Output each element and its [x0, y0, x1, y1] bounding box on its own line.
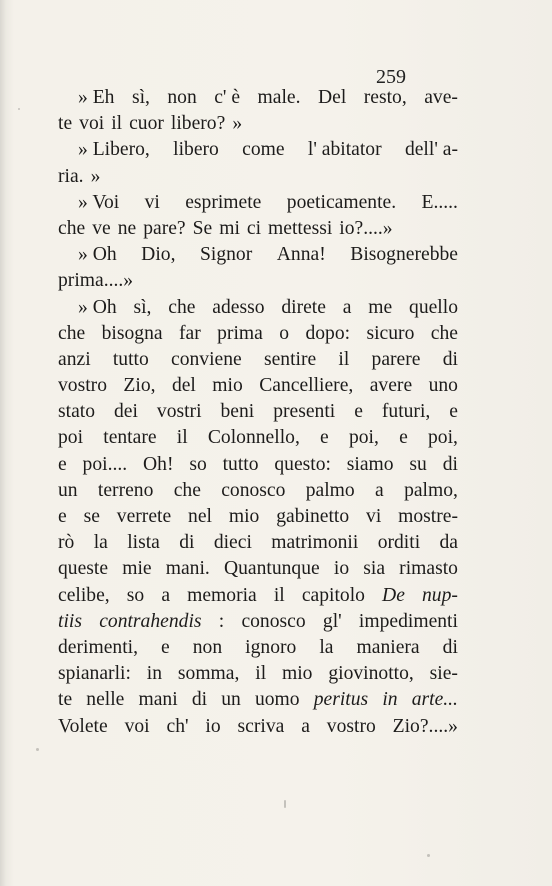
- text-line: [58, 452, 458, 478]
- text-word: arte...: [411, 689, 458, 711]
- text-word: matrimonii: [271, 532, 359, 554]
- text-word: uomo: [254, 689, 300, 711]
- text-word: » Oh: [78, 244, 117, 266]
- text-word: vi: [144, 191, 160, 213]
- paper-speck: [36, 748, 39, 751]
- text-word: ve: [92, 217, 111, 239]
- text-word: dei: [113, 401, 138, 423]
- text-line: [58, 425, 458, 451]
- text-word: mi: [219, 217, 240, 239]
- text-word: sì,: [133, 296, 152, 318]
- text-word: siamo: [346, 453, 394, 475]
- text-word: conosco: [241, 610, 306, 632]
- text-word: resto,: [363, 87, 407, 108]
- text-word: orditi: [377, 532, 421, 554]
- text-word: e: [58, 453, 67, 475]
- text-word: sia: [363, 558, 386, 580]
- text-word: a: [161, 584, 171, 606]
- text-word: Quantunque: [223, 558, 320, 580]
- text-line: [58, 609, 458, 635]
- text-word: in: [382, 689, 398, 711]
- text-word: » Oh: [78, 296, 117, 318]
- text-word: il: [338, 348, 350, 370]
- text-word: su: [409, 453, 427, 475]
- text-word: » Voi: [78, 191, 120, 213]
- text-word: queste: [58, 558, 109, 580]
- text-word: Cancelliere,: [259, 375, 354, 397]
- text-word: prima: [217, 322, 263, 344]
- text-word: conviene: [171, 348, 242, 370]
- text-word: scriva: [237, 715, 285, 737]
- text-word: Dio,: [141, 244, 176, 266]
- text-word: Zio?....»: [392, 715, 458, 737]
- text-word: mani.: [165, 558, 210, 580]
- text-line: [58, 714, 458, 740]
- text-word: »: [90, 165, 101, 187]
- text-word: gl': [322, 610, 342, 632]
- text-word: poi: [58, 427, 84, 449]
- text-word: gabinetto: [276, 506, 350, 527]
- text-word: nup-: [422, 584, 458, 606]
- text-line: [58, 111, 458, 137]
- text-line: [58, 216, 458, 242]
- text-word: Bisognerebbe: [350, 244, 458, 266]
- text-word: conosco: [221, 479, 286, 501]
- text-word: sentire: [263, 348, 317, 370]
- text-word: vostro: [326, 715, 376, 737]
- text-word: libero: [173, 139, 219, 161]
- text-word: il: [255, 663, 267, 685]
- text-word: tentare: [103, 427, 157, 449]
- text-word: tiis: [58, 610, 82, 632]
- text-line: [58, 295, 458, 321]
- text-word: Se: [192, 217, 213, 239]
- text-word: avere: [369, 375, 413, 397]
- text-line: [58, 556, 458, 582]
- text-word: male.: [257, 87, 301, 108]
- text-word: un: [58, 479, 78, 501]
- text-word: mio: [282, 663, 313, 685]
- text-word: del: [171, 375, 196, 397]
- text-word: poi,: [348, 427, 379, 449]
- text-word: e: [354, 401, 363, 423]
- text-word: celibe,: [58, 584, 110, 606]
- text-word: sì,: [131, 87, 150, 108]
- text-word: voi: [79, 113, 105, 135]
- text-word: mettessi: [268, 217, 333, 239]
- text-word: somma,: [177, 663, 240, 685]
- text-word: Anna!: [276, 244, 326, 266]
- text-word: stato: [58, 401, 96, 423]
- text-word: nelle: [86, 689, 125, 711]
- text-word: un: [221, 689, 241, 711]
- text-word: il: [176, 427, 188, 449]
- text-word: di: [179, 532, 195, 554]
- text-word: prima....»: [58, 270, 134, 292]
- text-word: peritus: [313, 689, 369, 711]
- text-word: »: [232, 113, 243, 135]
- text-line: [58, 661, 458, 687]
- text-word: se: [83, 506, 100, 527]
- text-word: beni: [220, 401, 255, 423]
- text-word: adesso: [212, 296, 265, 318]
- text-word: capitolo: [301, 584, 365, 606]
- text-line: [58, 242, 458, 268]
- text-word: E.....: [421, 191, 458, 213]
- text-word: e: [161, 636, 170, 658]
- text-word: futuri,: [381, 401, 431, 423]
- text-word: ch': [166, 715, 189, 737]
- text-line: [58, 635, 458, 661]
- text-word: che: [58, 322, 86, 344]
- text-word: Volete: [58, 715, 108, 737]
- text-word: in: [146, 663, 163, 685]
- text-word: uno: [428, 375, 458, 397]
- text-word: e: [58, 506, 67, 527]
- text-word: impedimenti: [358, 610, 458, 632]
- paper-speck: [18, 108, 20, 110]
- text-word: a: [375, 479, 384, 501]
- text-word: libero?: [170, 113, 226, 135]
- text-word: questo:: [274, 453, 331, 475]
- text-word: te: [58, 113, 73, 135]
- text-word: direte: [281, 296, 326, 318]
- text-word: o: [279, 322, 290, 344]
- text-word: mostre-: [398, 506, 458, 527]
- text-word: da: [439, 532, 458, 554]
- text-word: ignoro: [245, 636, 297, 658]
- text-word: che: [58, 217, 86, 239]
- text-word: vi: [366, 506, 382, 527]
- text-word: maniera: [356, 636, 420, 658]
- text-word: rimasto: [399, 558, 458, 580]
- text-line: [58, 583, 458, 609]
- text-line: [58, 85, 458, 111]
- text-word: c' è: [214, 87, 241, 108]
- text-word: ria.: [58, 165, 84, 187]
- text-word: di: [442, 636, 458, 658]
- text-word: nel: [188, 506, 212, 527]
- text-word: tutto: [112, 348, 149, 370]
- text-word: verrete: [116, 506, 172, 527]
- text-word: dopo:: [305, 322, 351, 344]
- text-word: cuor: [129, 113, 164, 135]
- text-word: derimenti,: [58, 636, 138, 658]
- text-word: palmo: [305, 479, 355, 501]
- text-word: te: [58, 689, 73, 711]
- text-line: [58, 687, 458, 713]
- text-word: dieci: [213, 532, 252, 554]
- text-word: e: [320, 427, 329, 449]
- text-word: che: [430, 322, 458, 344]
- text-word: dell' a-: [404, 139, 458, 161]
- text-word: io: [205, 715, 221, 737]
- text-word: il: [111, 113, 123, 135]
- paper-speck: [284, 800, 286, 808]
- text-word: pare?: [143, 217, 186, 239]
- text-line: [58, 190, 458, 216]
- text-word: giovinotto,: [328, 663, 414, 685]
- text-word: poeticamente.: [286, 191, 397, 213]
- text-word: la: [93, 532, 108, 554]
- text-word: di: [191, 689, 208, 711]
- text-line: [58, 478, 458, 504]
- text-word: a: [342, 296, 352, 318]
- text-word: Oh!: [143, 453, 174, 475]
- text-word: ave-: [424, 87, 458, 108]
- text-word: memoria: [187, 584, 257, 606]
- text-line: [58, 504, 458, 530]
- text-word: terreno: [97, 479, 154, 501]
- text-word: parere: [371, 348, 421, 370]
- text-word: far: [178, 322, 201, 344]
- text-word: presenti: [273, 401, 336, 423]
- text-word: non: [192, 636, 223, 658]
- text-word: mio: [212, 375, 243, 397]
- text-word: io: [333, 558, 350, 580]
- text-word: palmo,: [404, 479, 458, 501]
- text-word: e: [449, 401, 458, 423]
- text-word: sie-: [429, 663, 458, 685]
- text-word: De: [382, 584, 405, 606]
- text-word: Signor: [199, 244, 253, 266]
- text-word: che: [173, 479, 201, 501]
- text-word: Del: [317, 87, 347, 108]
- text-word: ne: [117, 217, 137, 239]
- text-line: [58, 530, 458, 556]
- text-word: l' abitator: [307, 139, 382, 161]
- text-word: ci: [246, 217, 262, 239]
- text-word: so: [126, 584, 145, 606]
- text-line: [58, 137, 458, 163]
- text-word: mie: [122, 558, 152, 580]
- text-word: che: [168, 296, 196, 318]
- text-word: spianarli:: [58, 663, 131, 685]
- body-text: [58, 85, 458, 740]
- text-word: Zio,: [123, 375, 156, 397]
- text-word: a: [301, 715, 310, 737]
- text-word: mio: [228, 506, 260, 527]
- page-number: 259: [376, 66, 406, 88]
- text-word: di: [442, 348, 458, 370]
- text-word: tutto: [222, 453, 259, 475]
- text-word: la: [319, 636, 334, 658]
- text-word: Colonnello,: [207, 427, 300, 449]
- text-word: di: [442, 453, 458, 475]
- text-word: mani: [138, 689, 178, 711]
- text-word: anzi: [58, 348, 91, 370]
- text-word: quello: [409, 296, 458, 318]
- text-word: bisogna: [101, 322, 163, 344]
- text-line: [58, 347, 458, 373]
- paper-speck: [427, 854, 430, 857]
- text-word: contrahendis: [99, 610, 202, 632]
- text-word: so: [189, 453, 207, 475]
- text-word: come: [242, 139, 285, 161]
- text-word: » Libero,: [78, 139, 150, 161]
- text-word: me: [368, 296, 393, 318]
- text-line: [58, 268, 458, 294]
- text-word: esprimete: [185, 191, 262, 213]
- text-word: vostri: [156, 401, 202, 423]
- text-word: il: [273, 584, 285, 606]
- text-word: voi: [124, 715, 150, 737]
- text-line: [58, 399, 458, 425]
- text-word: :: [218, 610, 225, 632]
- text-word: io?....»: [339, 217, 393, 239]
- text-line: [58, 321, 458, 347]
- text-word: vostro: [58, 375, 107, 397]
- text-word: sicuro: [366, 322, 415, 344]
- text-line: [58, 373, 458, 399]
- text-word: e: [399, 427, 408, 449]
- text-line: [58, 164, 458, 190]
- text-word: rò: [58, 532, 75, 554]
- text-word: poi....: [82, 453, 128, 475]
- text-word: » Eh: [78, 87, 115, 108]
- text-word: poi,: [428, 427, 458, 449]
- text-word: non: [167, 87, 197, 108]
- text-word: lista: [127, 532, 160, 554]
